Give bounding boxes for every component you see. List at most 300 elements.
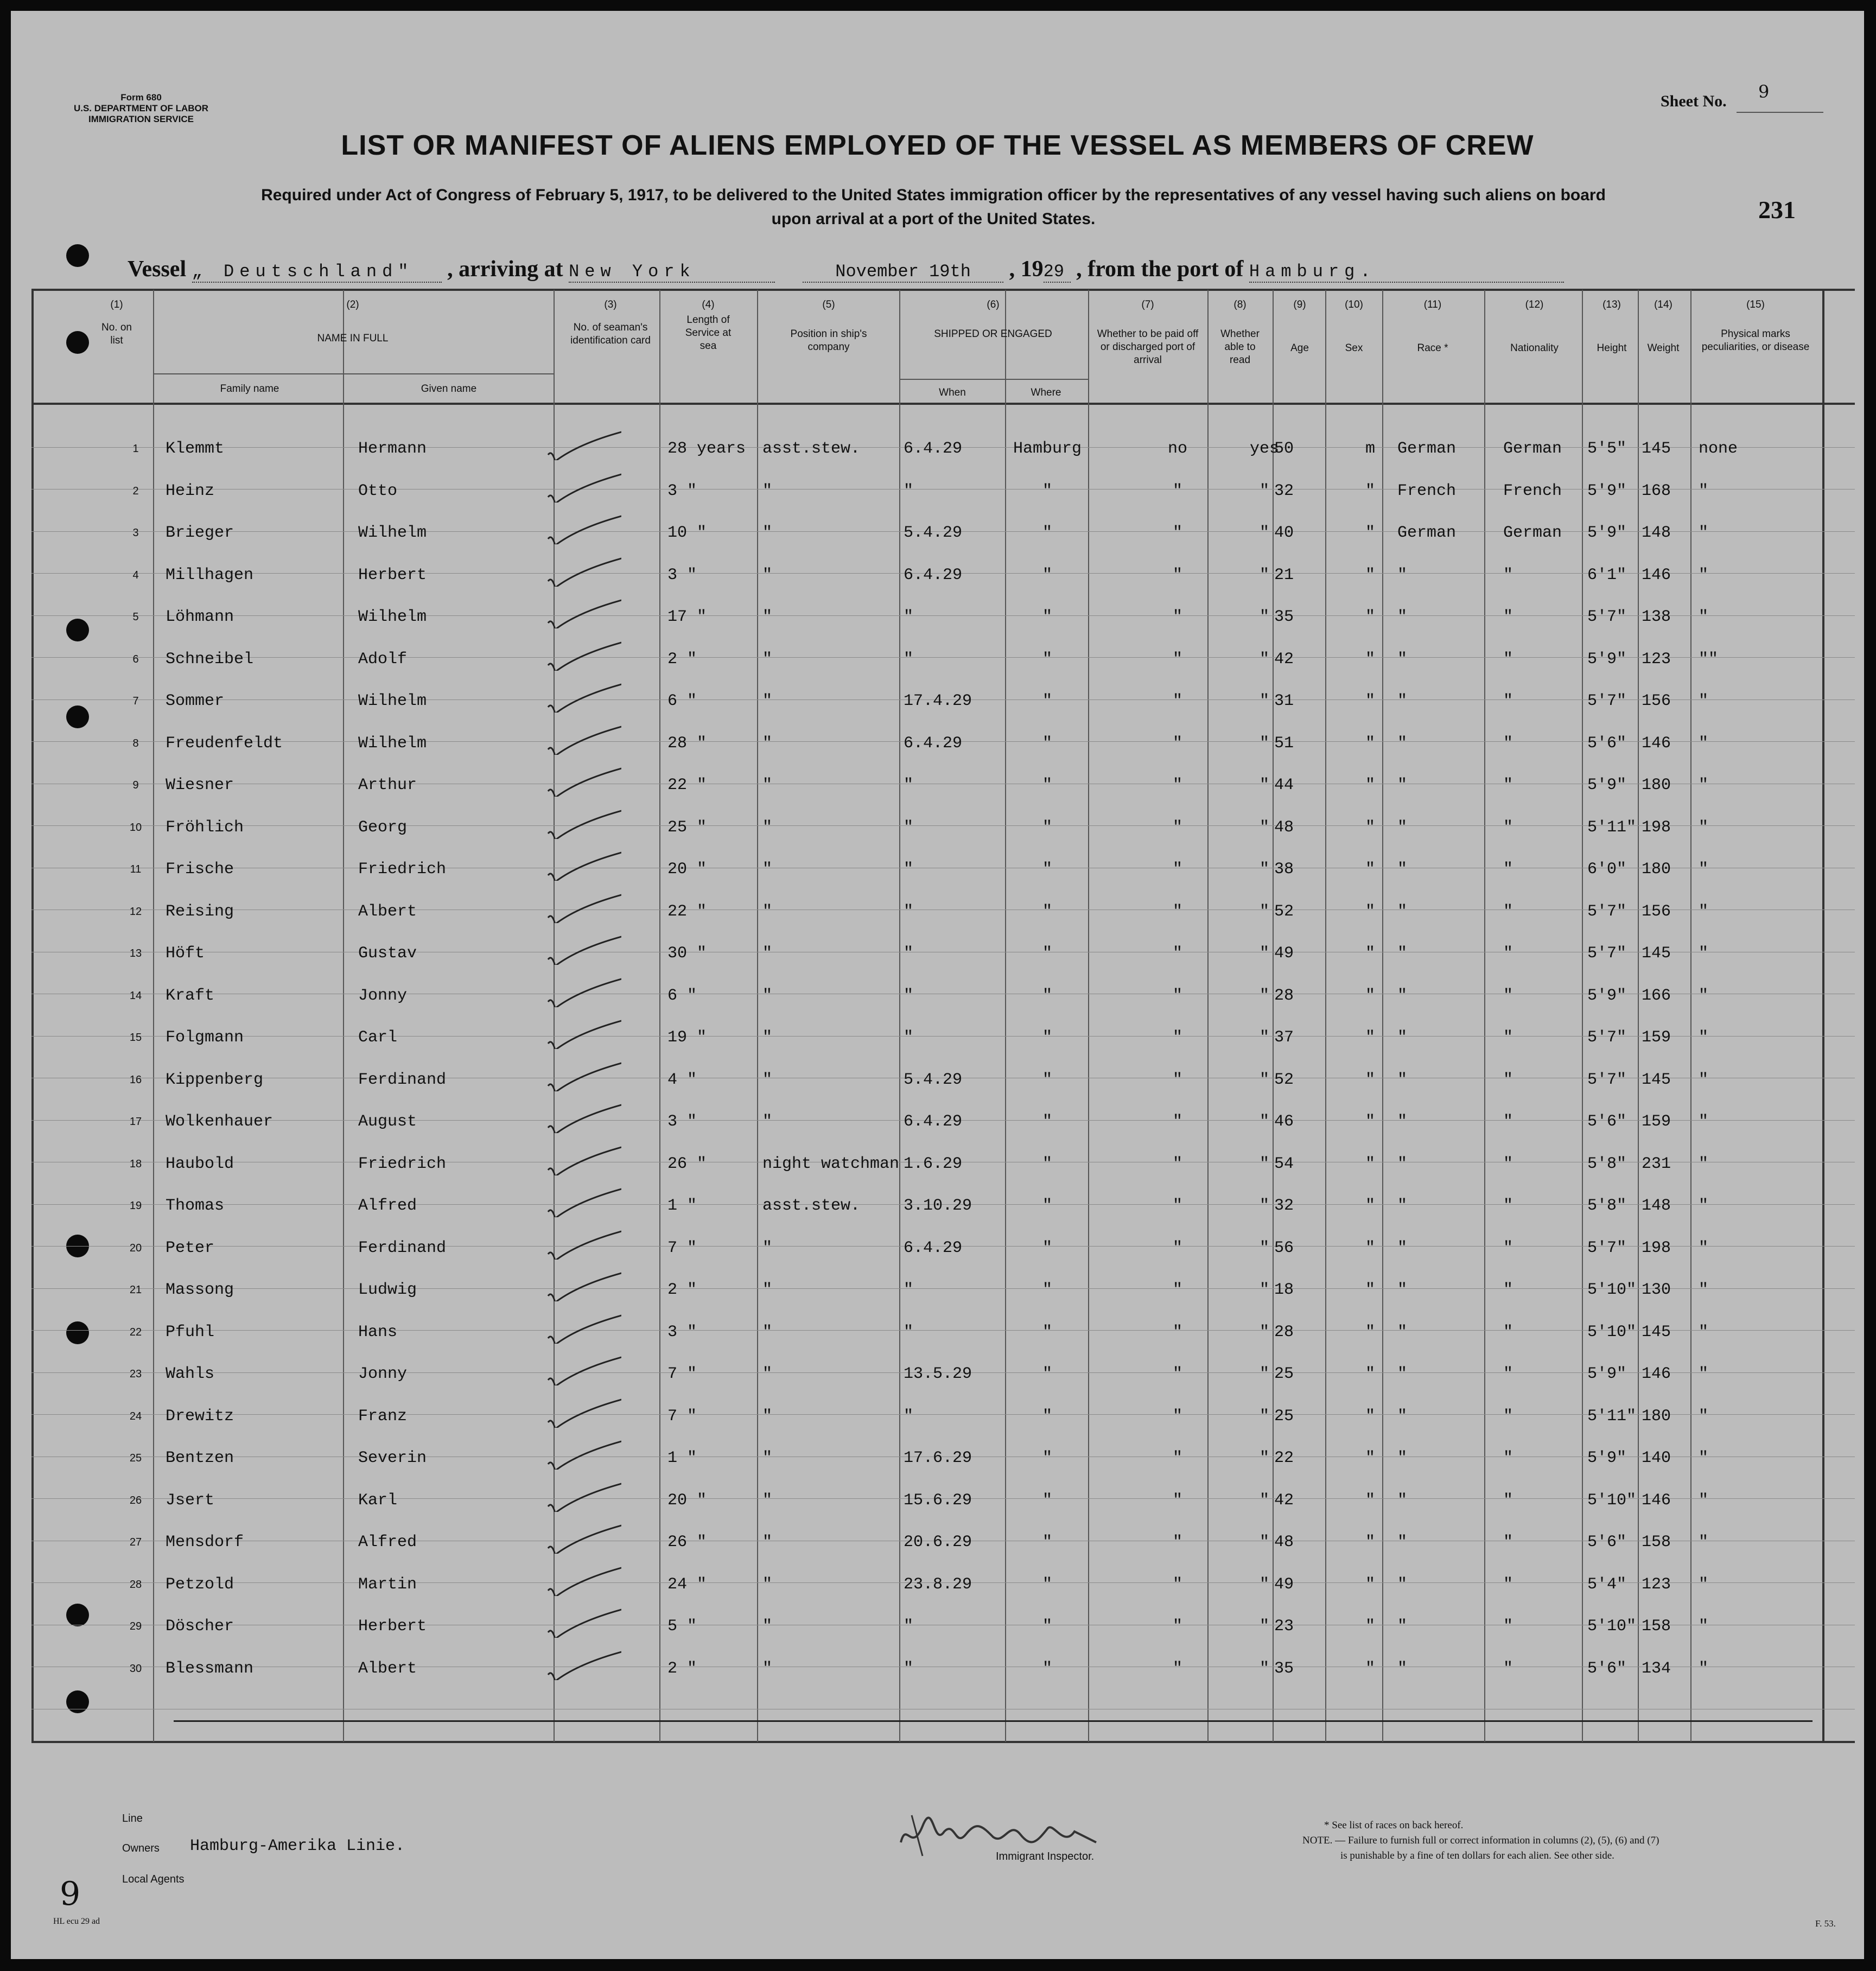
cell-given: Wilhelm xyxy=(358,608,427,626)
vessel-name: „ Deutschland" xyxy=(192,262,442,283)
cell-paid: " xyxy=(1172,734,1182,753)
cell-race: " xyxy=(1397,1365,1408,1383)
cell-when: " xyxy=(904,650,914,669)
cell-family: Massong xyxy=(166,1281,234,1299)
cell-race: " xyxy=(1397,1154,1408,1173)
checkmark-icon xyxy=(545,722,621,755)
row-divider xyxy=(31,615,1855,616)
col-5-header xyxy=(761,298,896,354)
line-label: Line xyxy=(122,1813,143,1824)
cell-no: 21 xyxy=(129,1284,142,1296)
cell-no: 12 xyxy=(129,905,142,918)
cell-nat: " xyxy=(1503,1575,1513,1594)
cell-nat: " xyxy=(1503,944,1513,963)
cell-height: 6'1" xyxy=(1587,565,1627,584)
cell-nat: " xyxy=(1503,692,1513,710)
cell-paid: " xyxy=(1172,650,1182,669)
cell-position: " xyxy=(762,986,773,1005)
cell-age: 21 xyxy=(1274,565,1294,584)
cell-family: Mensdorf xyxy=(166,1533,244,1552)
note-penalty-cont: is punishable by a fine of ten dollars for each alien. See other side. xyxy=(1340,1850,1614,1861)
cell-height: 5'6" xyxy=(1587,734,1627,753)
cell-given: Friedrich xyxy=(358,1154,447,1173)
cell-where: " xyxy=(1042,1365,1052,1383)
column-divider xyxy=(1382,290,1383,1742)
cell-position: " xyxy=(762,1533,773,1552)
cell-when: " xyxy=(904,1659,914,1678)
cell-sex: " xyxy=(1365,1281,1375,1299)
cell-no: 1 xyxy=(132,443,139,455)
cell-age: 32 xyxy=(1274,1197,1294,1215)
cell-service: 10 " xyxy=(667,524,707,542)
cell-service: 3 " xyxy=(667,565,697,584)
cell-service: 1 " xyxy=(667,1197,697,1215)
from-label: , from the port of xyxy=(1076,257,1244,282)
cell-weight: 140 xyxy=(1642,1449,1671,1467)
col-12-title: Nationality xyxy=(1510,342,1559,354)
cell-sex: " xyxy=(1365,1197,1375,1215)
cell-marks: " xyxy=(1699,524,1709,542)
cell-when: 6.4.29 xyxy=(904,1112,963,1131)
cell-race: " xyxy=(1397,1491,1408,1510)
service-name: IMMIGRATION SERVICE xyxy=(88,114,194,124)
checkmark-icon xyxy=(545,1353,621,1385)
cell-family: Brieger xyxy=(166,524,234,542)
cell-when: 5.4.29 xyxy=(904,1070,963,1089)
cell-age: 52 xyxy=(1274,902,1294,921)
column-divider xyxy=(1325,290,1326,1742)
cell-marks: " xyxy=(1699,734,1709,753)
cell-family: Blessmann xyxy=(166,1659,254,1678)
cell-weight: 145 xyxy=(1642,1070,1671,1089)
cell-family: Löhmann xyxy=(166,608,234,626)
column-divider xyxy=(343,290,344,1742)
cell-read: " xyxy=(1259,650,1269,669)
cell-where: " xyxy=(1042,565,1052,584)
cell-marks: " xyxy=(1699,986,1709,1005)
cell-age: 35 xyxy=(1274,1659,1294,1678)
cell-read: " xyxy=(1259,776,1269,794)
cell-service: 30 " xyxy=(667,944,707,963)
cell-sex: " xyxy=(1365,818,1375,837)
column-divider xyxy=(757,290,758,1742)
cell-height: 5'8" xyxy=(1587,1154,1627,1173)
cell-given: Ludwig xyxy=(358,1281,417,1299)
cell-when: 6.4.29 xyxy=(904,1238,963,1257)
cell-weight: 156 xyxy=(1642,902,1671,921)
cell-age: 50 xyxy=(1274,440,1294,458)
cell-given: Karl xyxy=(358,1491,398,1510)
cell-read: " xyxy=(1259,902,1269,921)
checkmark-icon xyxy=(545,1479,621,1512)
cell-where: " xyxy=(1042,1281,1052,1299)
cell-service: 24 " xyxy=(667,1575,707,1594)
cell-race: " xyxy=(1397,1659,1408,1678)
cell-position: " xyxy=(762,1112,773,1131)
column-divider xyxy=(1484,290,1485,1742)
cell-weight: 180 xyxy=(1642,776,1671,794)
cell-read: " xyxy=(1259,481,1269,500)
cell-service: 7 " xyxy=(667,1407,697,1426)
col-3-number: (3) xyxy=(604,299,617,310)
cell-age: 44 xyxy=(1274,776,1294,794)
cell-family: Kippenberg xyxy=(166,1070,264,1089)
cell-position: " xyxy=(762,1575,773,1594)
cell-race: German xyxy=(1397,440,1457,458)
cell-service: 3 " xyxy=(667,1323,697,1341)
cell-given: Hermann xyxy=(358,440,427,458)
cell-no: 17 xyxy=(129,1116,142,1128)
cell-weight: 146 xyxy=(1642,1491,1671,1510)
cell-service: 7 " xyxy=(667,1238,697,1257)
cell-age: 42 xyxy=(1274,1491,1294,1510)
cell-given: August xyxy=(358,1112,417,1131)
cell-no: 30 xyxy=(129,1662,142,1675)
cell-position: " xyxy=(762,1407,773,1426)
cell-sex: " xyxy=(1365,1659,1375,1678)
cell-where: " xyxy=(1042,734,1052,753)
cell-age: 25 xyxy=(1274,1407,1294,1426)
cell-sex: " xyxy=(1365,1028,1375,1047)
cell-no: 25 xyxy=(129,1452,142,1464)
row-divider xyxy=(31,1288,1855,1289)
cell-marks: " xyxy=(1699,1070,1709,1089)
col-5-title: Position in ship's company xyxy=(790,328,867,353)
cell-race: " xyxy=(1397,902,1408,921)
cell-nat: " xyxy=(1503,1491,1513,1510)
cell-no: 3 xyxy=(132,527,139,539)
given-name-header: Given name xyxy=(421,383,477,395)
cell-service: 3 " xyxy=(667,1112,697,1131)
cell-paid: " xyxy=(1172,565,1182,584)
cell-weight: 198 xyxy=(1642,818,1671,837)
checkmark-icon xyxy=(545,1143,621,1175)
cell-when: " xyxy=(904,902,914,921)
col-2-title: NAME IN FULL xyxy=(317,333,389,344)
subtitle-line-2: upon arrival at a port of the United States. xyxy=(771,210,1096,228)
cell-race: " xyxy=(1397,1617,1408,1636)
cell-paid: " xyxy=(1172,1281,1182,1299)
cell-age: 18 xyxy=(1274,1281,1294,1299)
cell-paid: " xyxy=(1172,1617,1182,1636)
cell-service: 3 " xyxy=(667,481,697,500)
col-11-number: (11) xyxy=(1423,299,1442,310)
cell-marks: none xyxy=(1699,440,1738,458)
cell-where: " xyxy=(1042,524,1052,542)
cell-paid: " xyxy=(1172,818,1182,837)
checkmark-icon xyxy=(545,596,621,628)
cell-service: 2 " xyxy=(667,650,697,669)
checkmark-icon xyxy=(545,806,621,839)
cell-where: " xyxy=(1042,1112,1052,1131)
cell-sex: " xyxy=(1365,1407,1375,1426)
cell-no: 27 xyxy=(129,1536,142,1548)
cell-age: 48 xyxy=(1274,818,1294,837)
cell-paid: " xyxy=(1172,1533,1182,1552)
cell-paid: " xyxy=(1172,1028,1182,1047)
cell-service: 20 " xyxy=(667,860,707,879)
cell-read: " xyxy=(1259,1575,1269,1594)
cell-sex: " xyxy=(1365,860,1375,879)
cell-family: Drewitz xyxy=(166,1407,234,1426)
cell-service: 7 " xyxy=(667,1365,697,1383)
checkmark-icon xyxy=(545,428,621,460)
cell-nat: " xyxy=(1503,565,1513,584)
cell-race: " xyxy=(1397,1281,1408,1299)
cell-nat: " xyxy=(1503,1281,1513,1299)
cell-sex: " xyxy=(1365,1491,1375,1510)
cell-weight: 180 xyxy=(1642,860,1671,879)
cell-age: 51 xyxy=(1274,734,1294,753)
cell-position: " xyxy=(762,1659,773,1678)
cell-age: 38 xyxy=(1274,860,1294,879)
cell-paid: " xyxy=(1172,692,1182,710)
cell-paid: " xyxy=(1172,1575,1182,1594)
cell-height: 6'0" xyxy=(1587,860,1627,879)
cell-marks: " xyxy=(1699,692,1709,710)
cell-position: " xyxy=(762,902,773,921)
cell-given: Adolf xyxy=(358,650,408,669)
cell-given: Wilhelm xyxy=(358,524,427,542)
cell-given: Ferdinand xyxy=(358,1070,447,1089)
cell-sex: " xyxy=(1365,1112,1375,1131)
cell-marks: " xyxy=(1699,481,1709,500)
cell-race: " xyxy=(1397,944,1408,963)
cell-race: " xyxy=(1397,1028,1408,1047)
col-6-header xyxy=(901,298,1085,341)
cell-position: " xyxy=(762,1365,773,1383)
column-divider xyxy=(1207,290,1209,1742)
cell-paid: " xyxy=(1172,1491,1182,1510)
cell-family: Haubold xyxy=(166,1154,234,1173)
checkmark-icon xyxy=(545,512,621,544)
cell-when: 1.6.29 xyxy=(904,1154,963,1173)
cell-sex: " xyxy=(1365,1238,1375,1257)
cell-given: Arthur xyxy=(358,776,417,794)
cell-family: Petzold xyxy=(166,1575,234,1594)
table-bottom-border xyxy=(31,1741,1855,1743)
column-divider xyxy=(899,290,900,1742)
cell-no: 13 xyxy=(129,948,142,959)
cell-weight: 123 xyxy=(1642,1575,1671,1594)
departure-port: Hamburg. xyxy=(1249,262,1564,283)
cell-position: asst.stew. xyxy=(762,1197,861,1215)
column-divider xyxy=(1638,290,1639,1742)
cell-sex: " xyxy=(1365,734,1375,753)
cell-position: " xyxy=(762,608,773,626)
cell-read: " xyxy=(1259,1617,1269,1636)
cell-height: 5'4" xyxy=(1587,1575,1627,1594)
cell-where: " xyxy=(1042,692,1052,710)
cell-paid: " xyxy=(1172,1659,1182,1678)
cell-when: " xyxy=(904,1323,914,1341)
cell-position: " xyxy=(762,1491,773,1510)
cell-marks: " xyxy=(1699,608,1709,626)
cell-when: " xyxy=(904,1028,914,1047)
cell-position: asst.stew. xyxy=(762,440,861,458)
cell-no: 6 xyxy=(132,653,139,665)
cell-nat: French xyxy=(1503,481,1562,500)
cell-where: " xyxy=(1042,1659,1052,1678)
checkmark-icon xyxy=(545,1101,621,1133)
col-14-header xyxy=(1639,298,1688,355)
vessel-label: Vessel xyxy=(128,257,187,282)
cell-nat: German xyxy=(1503,524,1562,542)
col-8-header xyxy=(1210,298,1270,367)
checkmark-icon xyxy=(545,554,621,587)
cell-when: 17.6.29 xyxy=(904,1449,972,1467)
col-12-header xyxy=(1487,298,1582,355)
when-header: When xyxy=(939,387,966,398)
cell-given: Martin xyxy=(358,1575,417,1594)
cell-no: 24 xyxy=(129,1410,142,1422)
col-2-number: (2) xyxy=(346,299,359,310)
cell-nat: " xyxy=(1503,1365,1513,1383)
cell-marks: " xyxy=(1699,1491,1709,1510)
cell-age: 56 xyxy=(1274,1238,1294,1257)
row-divider xyxy=(31,657,1855,658)
checkmark-icon xyxy=(545,1185,621,1217)
cell-marks: " xyxy=(1699,1533,1709,1552)
cell-service: 1 " xyxy=(667,1449,697,1467)
cell-age: 28 xyxy=(1274,986,1294,1005)
cell-race: " xyxy=(1397,776,1408,794)
cell-read: " xyxy=(1259,1449,1269,1467)
checkmark-icon xyxy=(545,848,621,881)
note-penalty: NOTE. — Failure to furnish full or correct information in columns (2), (5), (6) and (7) xyxy=(1302,1835,1659,1846)
cell-read: " xyxy=(1259,1197,1269,1215)
cell-weight: 158 xyxy=(1642,1617,1671,1636)
arriving-label: , arriving at xyxy=(447,257,563,282)
checkmark-icon xyxy=(545,470,621,503)
cell-weight: 231 xyxy=(1642,1154,1671,1173)
column-divider xyxy=(1273,290,1274,1742)
cell-no: 22 xyxy=(129,1326,142,1338)
arrival-port: New York xyxy=(569,262,775,283)
form-number: Form 680 xyxy=(120,92,162,103)
cell-no: 2 xyxy=(132,485,139,497)
cell-sex: " xyxy=(1365,776,1375,794)
cell-height: 5'8" xyxy=(1587,1197,1627,1215)
cell-position: " xyxy=(762,1238,773,1257)
cell-family: Klemmt xyxy=(166,440,225,458)
cell-sex: " xyxy=(1365,1070,1375,1089)
cell-age: 23 xyxy=(1274,1617,1294,1636)
col-7-number: (7) xyxy=(1141,299,1154,310)
col-1-header xyxy=(98,298,136,347)
cell-sex: " xyxy=(1365,902,1375,921)
cell-nat: " xyxy=(1503,902,1513,921)
name-subheader-line xyxy=(153,373,554,374)
cell-height: 5'6" xyxy=(1587,1112,1627,1131)
cell-marks: " xyxy=(1699,1112,1709,1131)
cell-read: " xyxy=(1259,986,1269,1005)
cell-given: Albert xyxy=(358,1659,417,1678)
checkmark-icon xyxy=(545,932,621,965)
cell-read: " xyxy=(1259,1281,1269,1299)
col-8-title: Whether able to read xyxy=(1220,328,1260,366)
checkmark-icon xyxy=(545,891,621,923)
cell-when: " xyxy=(904,1407,914,1426)
cell-nat: " xyxy=(1503,1197,1513,1215)
cell-where: " xyxy=(1042,860,1052,879)
cell-sex: " xyxy=(1365,944,1375,963)
cell-height: 5'10" xyxy=(1587,1281,1637,1299)
cell-given: Georg xyxy=(358,818,408,837)
cell-weight: 168 xyxy=(1642,481,1671,500)
cell-sex: " xyxy=(1365,565,1375,584)
cell-read: " xyxy=(1259,1407,1269,1426)
checkmark-icon xyxy=(545,764,621,797)
cell-paid: " xyxy=(1172,1323,1182,1341)
cell-height: 5'10" xyxy=(1587,1323,1637,1341)
cell-race: " xyxy=(1397,1449,1408,1467)
cell-where: " xyxy=(1042,1154,1052,1173)
cell-paid: " xyxy=(1172,481,1182,500)
cell-marks: " xyxy=(1699,944,1709,963)
cell-height: 5'10" xyxy=(1587,1491,1637,1510)
cell-marks: " xyxy=(1699,1617,1709,1636)
cell-where: " xyxy=(1042,1407,1052,1426)
cell-family: Kraft xyxy=(166,986,215,1005)
col-10-header xyxy=(1327,298,1381,355)
cell-height: 5'9" xyxy=(1587,986,1627,1005)
cell-family: Jsert xyxy=(166,1491,215,1510)
year-prefix: , 19 xyxy=(1009,257,1044,282)
cell-given: Alfred xyxy=(358,1533,417,1552)
cell-marks: " xyxy=(1699,1028,1709,1047)
col-10-number: (10) xyxy=(1345,299,1363,310)
cell-no: 5 xyxy=(132,611,139,623)
cell-family: Millhagen xyxy=(166,565,254,584)
cell-weight: 130 xyxy=(1642,1281,1671,1299)
owners-value: Hamburg-Amerika Linie. xyxy=(190,1837,405,1855)
cell-read: " xyxy=(1259,818,1269,837)
cell-position: " xyxy=(762,1323,773,1341)
cell-nat: " xyxy=(1503,608,1513,626)
page-subtitle xyxy=(119,183,1747,231)
checkmark-icon xyxy=(545,680,621,713)
family-name-header: Family name xyxy=(220,383,279,395)
cell-no: 10 xyxy=(129,821,142,834)
cell-position: " xyxy=(762,524,773,542)
cell-when: 6.4.29 xyxy=(904,565,963,584)
cell-height: 5'6" xyxy=(1587,1533,1627,1552)
cell-weight: 145 xyxy=(1642,944,1671,963)
cell-weight: 123 xyxy=(1642,650,1671,669)
col-5-number: (5) xyxy=(822,299,835,310)
cell-race: French xyxy=(1397,481,1457,500)
cell-marks: " xyxy=(1699,1575,1709,1594)
col-13-title: Height xyxy=(1597,342,1627,354)
vessel-line xyxy=(128,256,1783,283)
cell-height: 5'7" xyxy=(1587,692,1627,710)
cell-marks: " xyxy=(1699,1365,1709,1383)
cell-given: Hans xyxy=(358,1323,398,1341)
cell-when: " xyxy=(904,986,914,1005)
cell-where: " xyxy=(1042,1197,1052,1215)
cell-paid: " xyxy=(1172,1407,1182,1426)
col-1-number: (1) xyxy=(110,299,123,310)
col-11-header xyxy=(1384,298,1481,355)
cell-race: German xyxy=(1397,524,1457,542)
cell-given: Wilhelm xyxy=(358,692,427,710)
cell-when: " xyxy=(904,481,914,500)
cell-marks: " xyxy=(1699,565,1709,584)
cell-given: Franz xyxy=(358,1407,408,1426)
cell-weight: 166 xyxy=(1642,986,1671,1005)
cell-read: " xyxy=(1259,608,1269,626)
